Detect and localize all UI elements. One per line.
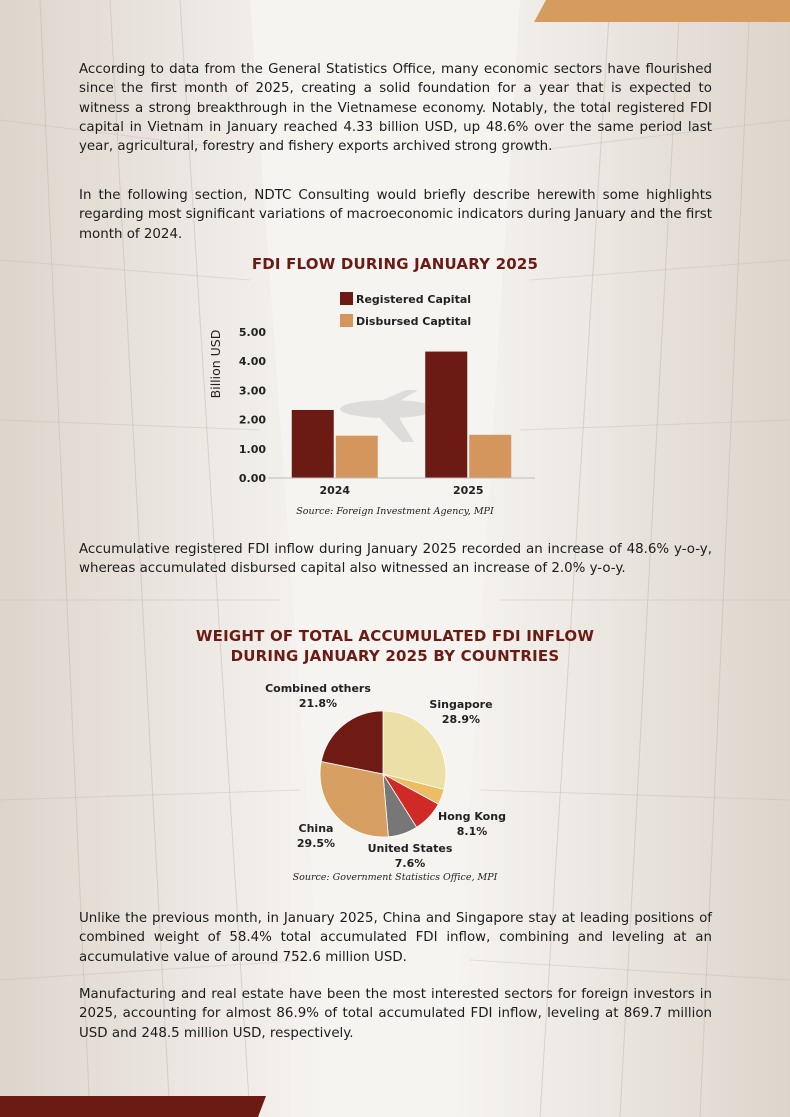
pie-label-china: China xyxy=(298,822,334,835)
bottom-accent-bar xyxy=(0,1096,266,1117)
legend-label: Disbursed Captital xyxy=(356,315,472,328)
y-tick-label: 0.00 xyxy=(238,472,266,485)
pie-label-united-states: United States xyxy=(367,842,453,855)
fdi-flow-bar-chart xyxy=(200,282,560,502)
pie-value-hong-kong: 8.1% xyxy=(456,825,488,838)
top-accent-bar xyxy=(534,0,790,22)
y-tick-label: 3.00 xyxy=(238,384,266,398)
fdi-flow-chart-title: FDI FLOW DURING JANUARY 2025 xyxy=(251,255,539,273)
pie-value-united-states: 7.6% xyxy=(394,857,426,870)
leading-countries-paragraph: Unlike the previous month, in January 2025, China and Singapore stay at leading positions of combined weight of 58.4% total accumulated FDI inflow, combining and leveling at an accumulative value of around 752.6 million USD. xyxy=(79,911,712,965)
legend-swatch xyxy=(340,314,353,327)
pie-label-hong-kong: Hong Kong xyxy=(438,810,506,823)
pie-label-combined-others: Combined others xyxy=(265,682,371,695)
fdi-flow-source: Source: Foreign Investment Agency, MPI xyxy=(296,506,494,517)
y-tick-label: 2.00 xyxy=(238,413,266,427)
pie-value-combined-others: 21.8% xyxy=(298,697,338,710)
pie-value-china: 29.5% xyxy=(296,837,336,850)
pie-value-singapore: 28.9% xyxy=(441,713,481,726)
x-tick-label: 2025 xyxy=(452,484,484,497)
bar-2025-disbursed xyxy=(469,435,511,478)
pie-label-singapore: Singapore xyxy=(429,698,493,711)
fdi-inflow-paragraph: Accumulative registered FDI inflow during January 2025 recorded an increase of 48.6% y-o-y, whereas accumulated disbursed capital also witnessed an increase of 2.0% y-o-y. xyxy=(79,542,712,577)
weight-chart-title-line1: WEIGHT OF TOTAL ACCUMULATED FDI INFLOW xyxy=(195,627,595,645)
bar-2025-registered xyxy=(425,352,467,478)
intro-paragraph: According to data from the General Statistics Office, many economic sectors have flourished since the first month of 2025, creating a solid foundation for a year that is expected to witness a strong breakthrough in the Vietnamese economy. Notably, the total registered FDI capital in Vietnam in January reached 4.33 billion USD, up 48.6% over the same period last year, agricultural, forestry and fishery exports archived strong growth. xyxy=(79,62,712,155)
bar-2024-disbursed xyxy=(336,436,378,478)
y-tick-label: 5.00 xyxy=(238,326,266,339)
legend-label: Registered Capital xyxy=(356,293,472,306)
sectors-paragraph: Manufacturing and real estate have been the most interested sectors for foreign investors in 2025, accounting for almost 86.9% of total accumulated FDI inflow, leveling at 869.7 million USD and 248.5 million USD, respectively. xyxy=(79,987,712,1041)
weight-chart-title xyxy=(0,626,790,666)
y-tick-label: 1.00 xyxy=(238,442,266,456)
fdi-by-country-pie-chart xyxy=(240,672,560,872)
y-axis-label: Billion USD xyxy=(208,329,223,399)
bar-2024-registered xyxy=(292,410,334,478)
pie-chart-source: Source: Government Statistics Office, MPI xyxy=(292,872,498,883)
section-intro-paragraph: In the following section, NDTC Consulting would briefly describe herewith some highlights regarding most significant variations of macroeconomic indicators during January and the first month of 2024. xyxy=(79,188,712,242)
legend-swatch xyxy=(340,292,353,305)
y-tick-label: 4.00 xyxy=(238,355,266,369)
weight-chart-title-line2: DURING JANUARY 2025 BY COUNTRIES xyxy=(230,647,560,665)
x-tick-label: 2024 xyxy=(319,484,351,497)
